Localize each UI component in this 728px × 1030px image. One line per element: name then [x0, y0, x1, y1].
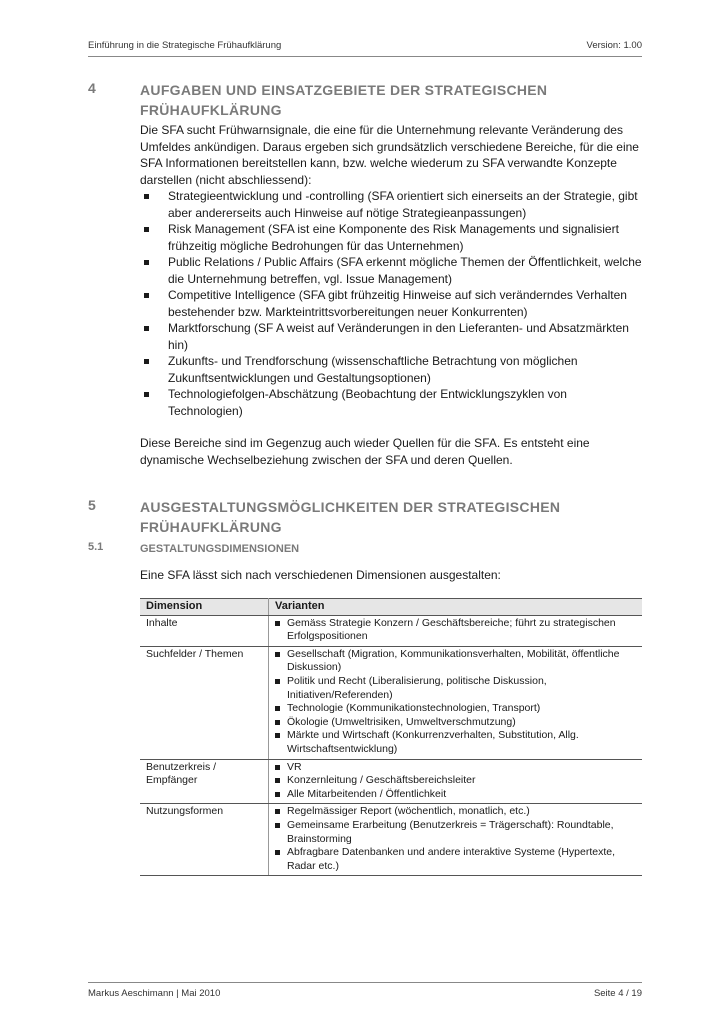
page-footer	[88, 988, 642, 1004]
bullet-icon	[144, 392, 149, 397]
list-item: Gemäss Strategie Konzern / Geschäftsbereiche; führt zu strategischen Erfolgspositionen	[275, 617, 636, 644]
dimension-cell: Inhalte	[140, 615, 269, 646]
list-item: Ökologie (Umweltrisiken, Umweltverschmutzung)	[275, 716, 636, 730]
section-5-1	[88, 541, 642, 584]
section-title-line-1: AUFGABEN UND EINSATZGEBIETE DER STRATEGISCHEN	[140, 82, 548, 98]
table-row	[140, 759, 642, 804]
list-item: Technologie (Kommunikationstechnologien, Transport)	[275, 702, 636, 716]
subsection-title: GESTALTUNGSDIMENSIONEN	[140, 543, 300, 555]
column-header-variants: Varianten	[269, 599, 643, 616]
list-item: Politik und Recht (Liberalisierung, politische Diskussion, Initiativen/Referenden)	[275, 675, 636, 702]
bullet-icon	[275, 733, 280, 738]
list-item: VR	[275, 761, 636, 775]
footer-divider	[88, 982, 642, 983]
variants-cell	[269, 615, 643, 646]
table-row	[140, 646, 642, 759]
list-item: Public Relations / Public Affairs (SFA erkennt mögliche Themen der Öffentlichkeit, welche die Unternehmung betreffen, vgl. Issue Management)	[140, 254, 642, 287]
list-item: Marktforschung (SF A weist auf Veränderungen in den Lieferanten- und Absatzmärkten hin)	[140, 320, 642, 353]
subsection-intro: Eine SFA lässt sich nach verschiedenen Dimensionen ausgestalten:	[140, 568, 501, 582]
bullet-icon	[275, 679, 280, 684]
bullet-icon	[275, 850, 280, 855]
bullet-icon	[275, 809, 280, 814]
bullet-icon	[275, 792, 280, 797]
subsection-number: 5.1	[88, 541, 104, 553]
table-row	[140, 615, 642, 646]
section-title-line-2: FRÜHAUFKLÄRUNG	[140, 102, 282, 118]
list-item: Konzernleitung / Geschäftsbereichsleiter	[275, 774, 636, 788]
dimension-cell: Nutzungsformen	[140, 804, 269, 876]
document-title: Einführung in die Strategische Frühaufklärung	[88, 40, 282, 51]
list-item: Regelmässiger Report (wöchentlich, monatlich, etc.)	[275, 805, 636, 819]
bullet-icon	[275, 706, 280, 711]
intro-paragraph: Die SFA sucht Frühwarnsignale, die eine für die Unternehmung relevante Veränderung des Umfeldes ankündigen. Daraus ergeben sich grundsätzlich verschiedene Bereiche, für die eine SFA Informationen bereitstellen kann, bzw. welche wiederum zu SFA verwandte Konzepte darstellen (nicht abschliessend):	[140, 123, 639, 187]
bullet-icon	[275, 720, 280, 725]
bullet-icon	[144, 326, 149, 331]
bullet-icon	[144, 359, 149, 364]
section-4	[88, 80, 642, 468]
header-divider	[88, 56, 642, 57]
bullet-icon	[275, 652, 280, 657]
document-version: Version: 1.00	[586, 40, 642, 51]
author-date: Markus Aeschimann | Mai 2010	[88, 988, 221, 999]
section-number: 4	[88, 80, 96, 96]
page-number: Seite 4 / 19	[593, 988, 642, 999]
bullet-icon	[144, 227, 149, 232]
section-title-line-2: FRÜHAUFKLÄRUNG	[140, 519, 282, 535]
bullet-icon	[275, 621, 280, 626]
section-title-line-1: AUSGESTALTUNGSMÖGLICHKEITEN DER STRATEGISCHEN	[140, 499, 561, 515]
bullet-icon	[144, 260, 149, 265]
bullet-icon	[144, 293, 149, 298]
list-item: Abfragbare Datenbanken und andere interaktive Systeme (Hypertexte, Radar etc.)	[275, 846, 636, 873]
bullet-icon	[275, 778, 280, 783]
outro-paragraph: Diese Bereiche sind im Gegenzug auch wieder Quellen für die SFA. Es entsteht eine dynamische Wechselbeziehung zwischen der SFA und deren Quellen.	[140, 436, 590, 467]
section-5	[88, 497, 642, 537]
bullet-list	[140, 188, 642, 419]
bullet-icon	[144, 194, 149, 199]
section-number: 5	[88, 497, 96, 513]
bullet-icon	[275, 765, 280, 770]
list-item: Märkte und Wirtschaft (Konkurrenzverhalten, Substitution, Allg. Wirtschaftsentwicklung)	[275, 729, 636, 756]
dimension-cell: Benutzerkreis / Empfänger	[140, 759, 269, 804]
dimensions-table	[140, 598, 642, 876]
variants-cell	[269, 646, 643, 759]
section-title	[140, 497, 642, 537]
list-item: Gesellschaft (Migration, Kommunikationsverhalten, Mobilität, öffentliche Diskussion)	[275, 648, 636, 675]
table-row	[140, 804, 642, 876]
variants-cell	[269, 759, 643, 804]
variants-cell	[269, 804, 643, 876]
list-item: Risk Management (SFA ist eine Komponente des Risk Managements und signalisiert frühzeitig mögliche Bedrohungen für das Unternehmen)	[140, 221, 642, 254]
bullet-icon	[275, 823, 280, 828]
section-body	[140, 122, 642, 468]
section-title	[140, 80, 642, 120]
list-item: Competitive Intelligence (SFA gibt frühzeitig Hinweise auf sich veränderndes Verhalten bestehender bzw. Markteintrittsvorbereitungen neuer Konkurrenten)	[140, 287, 642, 320]
dimension-cell: Suchfelder / Themen	[140, 646, 269, 759]
list-item: Gemeinsame Erarbeitung (Benutzerkreis = Trägerschaft): Roundtable, Brainstorming	[275, 819, 636, 846]
list-item: Strategieentwicklung und -controlling (SFA orientiert sich einerseits an der Strategie, gibt aber andererseits auch Hinweise auf nötige Strategieanpassungen)	[140, 188, 642, 221]
list-item: Technologiefolgen-Abschätzung (Beobachtung der Entwicklungszyklen von Technologien)	[140, 386, 642, 419]
column-header-dimension: Dimension	[140, 599, 269, 616]
list-item: Alle Mitarbeitenden / Öffentlichkeit	[275, 788, 636, 802]
list-item: Zukunfts- und Trendforschung (wissenschaftliche Betrachtung von möglichen Zukunftsentwicklungen und Gestaltungsoptionen)	[140, 353, 642, 386]
table-header-row	[140, 599, 642, 616]
page-header	[88, 40, 642, 56]
